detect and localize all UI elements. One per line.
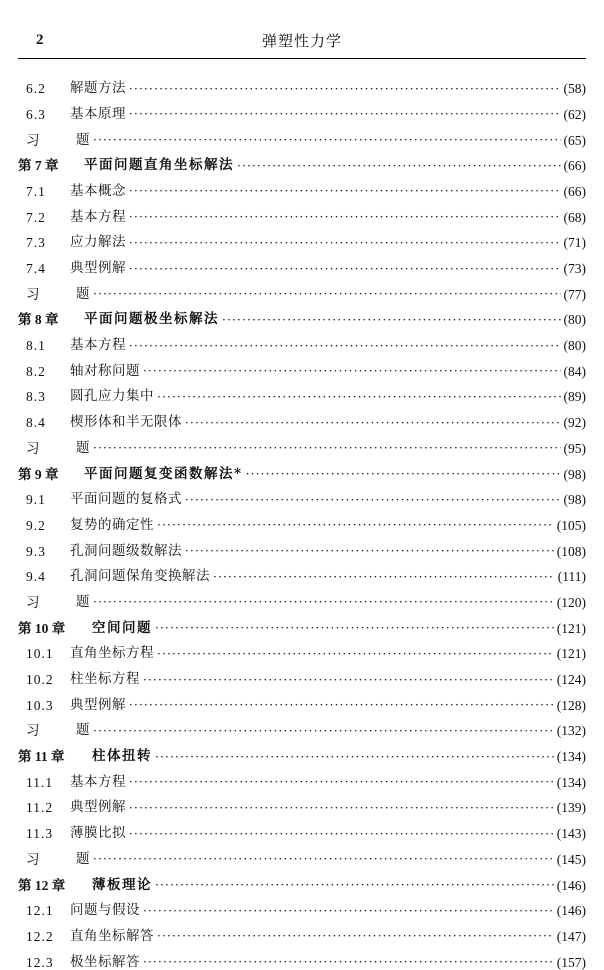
entry-title: 题 — [76, 439, 90, 456]
entry-page: (147) — [556, 928, 586, 944]
entry-number: 习 — [26, 851, 40, 867]
dot-leader — [93, 852, 554, 866]
dot-leader — [129, 210, 561, 224]
entry-number: 习 — [26, 594, 40, 610]
entry-title: 题 — [76, 722, 90, 739]
entry-number: 11.1 — [26, 774, 54, 790]
entry-title: 空间问题 — [92, 619, 152, 636]
entry-title: 圆孔应力集中 — [70, 388, 154, 405]
toc-section-entry — [18, 532, 586, 558]
dot-leader — [155, 621, 554, 635]
entry-title: 典型例解 — [70, 696, 126, 713]
entry-title: 平面问题极坐标解法 — [84, 311, 219, 328]
entry-number: 第 10 章 — [18, 620, 66, 636]
entry-number: 12.2 — [26, 928, 54, 944]
entry-number: 9.1 — [26, 492, 46, 508]
entry-page: (139) — [556, 800, 586, 816]
toc-section-entry — [18, 892, 586, 918]
entry-number: 习 — [26, 440, 40, 456]
entry-page: (121) — [556, 646, 586, 662]
entry-title: 直角坐标方程 — [70, 645, 154, 662]
entry-number: 7.4 — [26, 261, 46, 276]
dot-leader — [157, 647, 554, 661]
toc-section-entry — [18, 198, 586, 224]
dot-leader — [185, 493, 561, 507]
dot-leader — [185, 544, 554, 558]
dot-leader — [222, 313, 561, 327]
toc-section-entry — [18, 558, 586, 584]
dot-leader — [155, 750, 554, 764]
entry-number: 11.3 — [26, 826, 54, 842]
entry-number: 9.4 — [26, 569, 46, 585]
entry-page: (62) — [563, 106, 586, 122]
toc-chapter-entry — [18, 738, 586, 764]
entry-number: 7.2 — [26, 209, 46, 225]
entry-title: 直角坐标解答 — [70, 927, 154, 944]
entry-page: (134) — [556, 774, 586, 790]
entry-number: 第 8 章 — [18, 312, 59, 328]
entry-page: (65) — [563, 132, 586, 148]
entry-page: (92) — [563, 415, 586, 431]
entry-page: (71) — [563, 235, 586, 251]
entry-number: 10.2 — [26, 672, 54, 687]
dot-leader — [157, 929, 554, 943]
entry-title: 题 — [76, 285, 90, 302]
toc-section-entry — [18, 507, 586, 533]
entry-title: 楔形体和半无限体 — [70, 414, 182, 431]
entry-page: (80) — [563, 312, 586, 328]
entry-number: 10.1 — [26, 646, 54, 662]
dot-leader — [93, 287, 561, 301]
entry-number: 第 11 章 — [18, 749, 65, 765]
dot-leader — [155, 878, 554, 892]
entry-page: (73) — [563, 261, 586, 276]
entry-page: (84) — [563, 363, 586, 379]
toc-section-entry — [18, 943, 586, 969]
entry-number: 9.2 — [26, 517, 46, 533]
toc-section-entry — [18, 764, 586, 790]
toc-exercise-entry — [18, 584, 586, 610]
entry-number: 8.1 — [26, 338, 46, 354]
entry-title: 柱体扭转 — [92, 748, 152, 765]
toc-exercise-entry — [18, 276, 586, 302]
toc-section-entry — [18, 224, 586, 250]
entry-title: 复势的确定性 — [70, 516, 154, 533]
dot-leader — [129, 262, 561, 276]
table-of-contents — [18, 70, 586, 969]
toc-section-entry — [18, 70, 586, 96]
dot-leader — [129, 698, 554, 712]
dot-leader — [129, 236, 561, 250]
dot-leader — [143, 364, 561, 378]
toc-section-entry — [18, 327, 586, 353]
entry-page: (128) — [556, 697, 586, 713]
dot-leader — [246, 467, 561, 481]
dot-leader — [129, 184, 561, 198]
entry-number: 8.2 — [26, 363, 46, 379]
entry-title: 平面问题直角坐标解法 — [84, 157, 234, 174]
dot-leader — [237, 159, 561, 173]
entry-page: (108) — [556, 543, 586, 559]
header-rule — [18, 58, 586, 59]
entry-number: 8.3 — [26, 389, 46, 405]
dot-leader — [157, 390, 561, 404]
toc-exercise-entry — [18, 121, 586, 147]
toc-section-entry — [18, 96, 586, 122]
entry-number: 12.1 — [26, 903, 54, 919]
entry-title: 典型例解 — [70, 799, 126, 816]
entry-page: (95) — [563, 440, 586, 456]
entry-page: (58) — [563, 81, 586, 97]
toc-section-entry — [18, 635, 586, 661]
entry-page: (124) — [556, 672, 586, 687]
entry-number: 习 — [26, 286, 40, 302]
entry-number: 第 9 章 — [18, 466, 59, 482]
dot-leader — [93, 595, 554, 609]
entry-page: (157) — [556, 954, 586, 970]
toc-section-entry — [18, 687, 586, 713]
toc-exercise-entry — [18, 712, 586, 738]
entry-number: 7.1 — [26, 183, 46, 199]
entry-title: 平面问题复变函数解法* — [84, 465, 243, 482]
dot-leader — [129, 827, 554, 841]
entry-title: 基本原理 — [70, 105, 126, 122]
entry-number: 7.3 — [26, 235, 46, 251]
entry-title: 平面问题的复格式 — [70, 491, 182, 508]
dot-leader — [129, 775, 554, 789]
running-title: 弹塑性力学 — [261, 32, 342, 50]
entry-title: 问题与假设 — [70, 902, 140, 919]
dot-leader — [185, 416, 561, 430]
entry-number: 第 7 章 — [18, 158, 59, 174]
toc-section-entry — [18, 404, 586, 430]
entry-page: (146) — [556, 877, 586, 893]
entry-title: 孔洞问题级数解法 — [70, 542, 182, 559]
toc-section-entry — [18, 815, 586, 841]
entry-page: (111) — [557, 569, 586, 585]
entry-title: 基本方程 — [70, 337, 126, 354]
entry-number: 10.3 — [26, 697, 54, 713]
entry-title: 薄膜比拟 — [70, 825, 126, 842]
entry-page: (89) — [563, 389, 586, 405]
toc-section-entry — [18, 250, 586, 276]
entry-page: (143) — [556, 826, 586, 842]
entry-page: (98) — [563, 466, 586, 482]
entry-title: 解题方法 — [70, 80, 126, 97]
toc-section-entry — [18, 481, 586, 507]
entry-page: (145) — [556, 851, 586, 867]
entry-number: 习 — [26, 723, 40, 739]
entry-title: 轴对称问题 — [70, 362, 140, 379]
entry-number: 第 12 章 — [18, 877, 66, 893]
entry-title: 题 — [76, 131, 90, 148]
entry-page: (146) — [556, 903, 586, 919]
entry-title: 极坐标解答 — [70, 953, 140, 970]
entry-page: (120) — [556, 594, 586, 610]
toc-section-entry — [18, 173, 586, 199]
entry-number: 12.3 — [26, 954, 54, 970]
entry-page: (66) — [563, 158, 586, 174]
dot-leader — [129, 107, 561, 121]
entry-page: (66) — [563, 183, 586, 199]
toc-exercise-entry — [18, 841, 586, 867]
entry-number: 8.4 — [26, 415, 46, 431]
entry-title: 应力解法 — [70, 234, 126, 251]
toc-section-entry — [18, 661, 586, 687]
page-number: 2 — [36, 32, 44, 48]
toc-chapter-entry — [18, 301, 586, 327]
dot-leader — [129, 339, 561, 353]
dot-leader — [129, 82, 561, 96]
toc-section-entry — [18, 918, 586, 944]
entry-page: (121) — [556, 620, 586, 636]
dot-leader — [93, 724, 554, 738]
entry-title: 典型例解 — [70, 260, 126, 276]
entry-title: 题 — [76, 850, 90, 867]
entry-title: 基本方程 — [70, 773, 126, 790]
entry-page: (77) — [563, 286, 586, 302]
entry-title: 薄板理论 — [92, 876, 152, 893]
entry-title: 柱坐标方程 — [70, 671, 140, 687]
page-header — [18, 30, 586, 56]
entry-page: (132) — [556, 723, 586, 739]
entry-page: (80) — [563, 338, 586, 354]
toc-section-entry — [18, 789, 586, 815]
entry-title: 基本概念 — [70, 182, 126, 199]
dot-leader — [93, 133, 561, 147]
toc-section-entry — [18, 353, 586, 379]
entry-title: 题 — [76, 593, 90, 610]
entry-page: (105) — [556, 517, 586, 533]
entry-title: 基本方程 — [70, 208, 126, 225]
dot-leader — [143, 673, 554, 687]
entry-page: (68) — [563, 209, 586, 225]
entry-number: 6.3 — [26, 106, 46, 122]
entry-page: (98) — [563, 492, 586, 508]
dot-leader — [157, 518, 554, 532]
toc-chapter-entry — [18, 866, 586, 892]
entry-page: (134) — [556, 749, 586, 765]
toc-section-entry — [18, 378, 586, 404]
entry-number: 6.2 — [26, 81, 46, 97]
dot-leader — [93, 441, 561, 455]
toc-chapter-entry — [18, 455, 586, 481]
dot-leader — [213, 570, 555, 584]
toc-exercise-entry — [18, 430, 586, 456]
toc-chapter-entry — [18, 609, 586, 635]
toc-chapter-entry — [18, 147, 586, 173]
entry-title: 孔洞问题保角变换解法 — [70, 568, 210, 585]
entry-number: 习 — [26, 132, 40, 148]
dot-leader — [129, 801, 554, 815]
dot-leader — [143, 904, 554, 918]
entry-number: 11.2 — [26, 800, 54, 816]
entry-number: 9.3 — [26, 543, 46, 559]
